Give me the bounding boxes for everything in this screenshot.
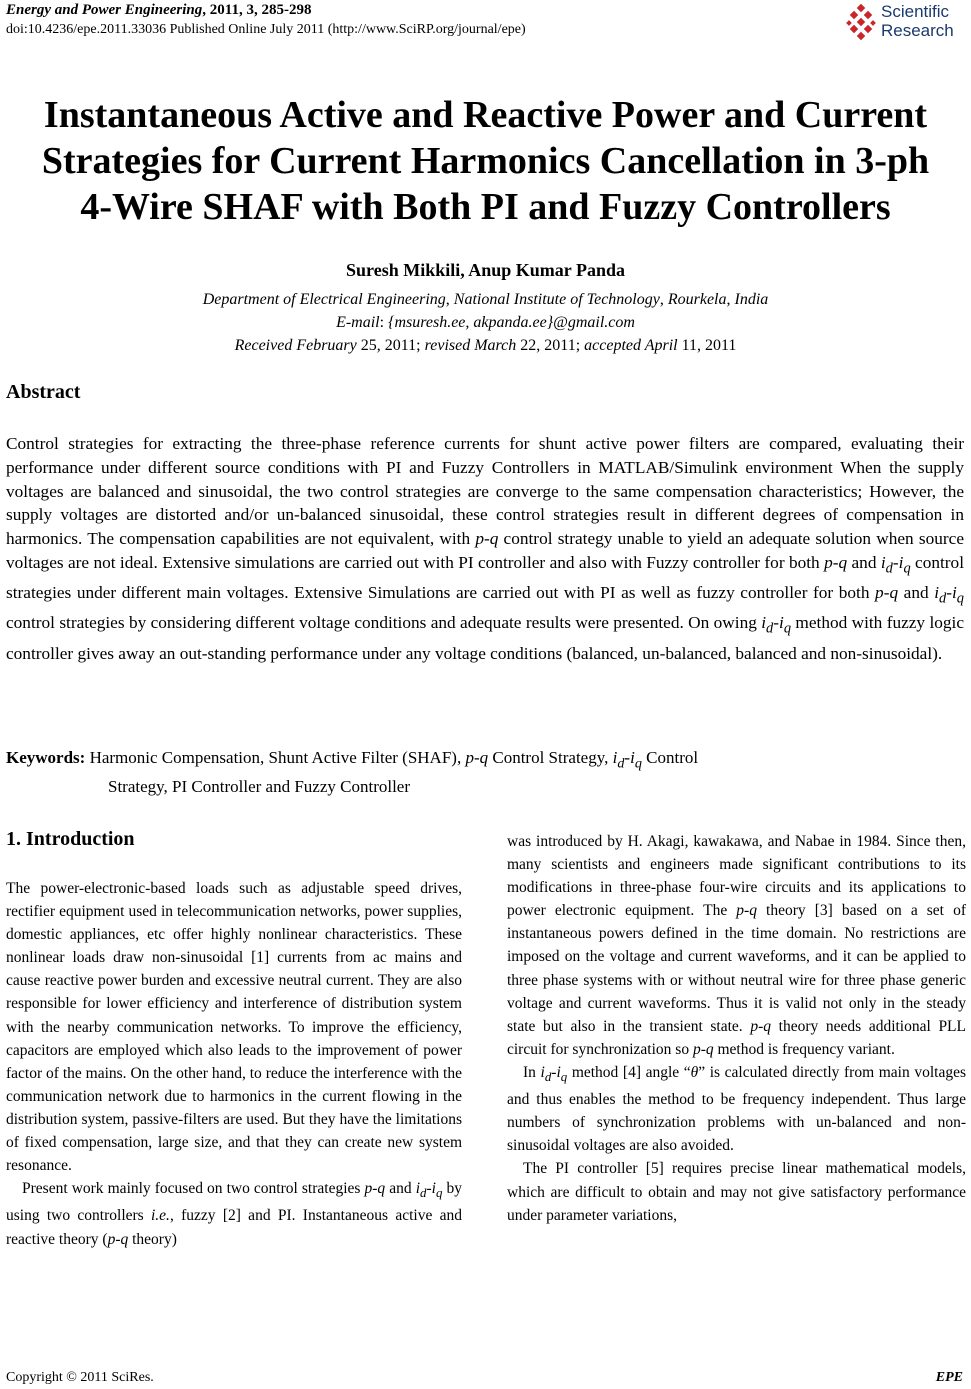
paper-title [0, 92, 971, 230]
country: India [734, 291, 769, 308]
authors: Suresh Mikkili, Anup Kumar Panda [346, 260, 625, 280]
intro-left-column [6, 877, 462, 1251]
email-label: E-mail [336, 314, 380, 331]
institute: National Institute of Technology [453, 291, 660, 308]
received-label: Received February [234, 337, 357, 354]
intro-paragraph-3: was introduced by H. Akagi, kawakawa, and Nabae in 1984. Since then, many scientists and engineers made significant contributions to its modifications in three-phase four-wire circuits and its applications to power electronic equipment. The p-q theory [3] based on a set of instantaneous powers defined in the time domain. No restrictions are imposed on the voltage and current waveforms, and it can be applied to three phase systems with or without neutral wire for three phase generic voltage and current waveforms. Thus it is valid not only in the steady state but also in the transient state. p-q theory needs additional PLL circuit for synchronization so p-q method is frequency variant. [507, 833, 966, 1058]
logo-line-2: Research [881, 21, 954, 40]
title-line-2: Strategies for Current Harmonics Cancellation in 3-ph [41, 140, 930, 182]
intro-right-column [507, 830, 966, 1227]
intro-paragraph-1: The power-electronic-based loads such as adjustable speed drives, rectifier equipment used in telecommunication networks, power supplies, domestic appliances, etc offer highly nonlinear characteristics. These nonlinear loads draw non-sinusoidal [1] currents from ac mains and cause reactive power burden and excessive neutral current. They are also responsible for lower efficiency and interference of distribution system with the nearby communication networks. To improve the efficiency, capacitors are employed which also leads to the improvement of power factor of the mains. On the other hand, to reduce the interference with the communication network due to harmonics in the current flowing in the distribution system, passive-filters are used. But they have the limitations of fixed compensation, large size, and that they can create new system resonance. [6, 880, 462, 1175]
title-line-3: 4-Wire SHAF with Both PI and Fuzzy Controllers [80, 186, 891, 228]
logo-line-1: Scientific [881, 2, 950, 21]
accepted-label: accepted April [584, 337, 678, 354]
journal-name: Energy and Power Engineering [6, 2, 203, 18]
affiliation-block [0, 288, 971, 357]
revised-date: 22, 2011; [516, 337, 585, 354]
journal-volume: , 2011, 3, 285-298 [202, 2, 312, 18]
dept: Department of Electrical Engineering [202, 291, 446, 308]
email-value: {msuresh.ee, akpanda.ee}@gmail.com [388, 314, 635, 331]
journal-abbreviation: EPE [935, 1370, 963, 1385]
title-line-1: Instantaneous Active and Reactive Power and Current [43, 94, 928, 136]
keywords [6, 746, 698, 798]
publisher-logo [845, 2, 963, 46]
keywords-line-1: Keywords: Harmonic Compensation, Shunt Active Filter (SHAF), p-q Control Strategy, $i_d-i_q$ Control [6, 748, 699, 772]
intro-paragraph-5: The PI controller [5] requires precise linear mathematical models, which are difficult to obtain and may not give satisfactory performance under parameter variations, [507, 1160, 966, 1224]
intro-paragraph-4: In $i_d-i_q$ method [4] angle “θ” is calculated directly from main voltages and thus enables the method to be frequency independent. Thus large numbers of synchronization problems with un-balanced and non-sinusoidal voltages are also avoided. [507, 1063, 966, 1155]
keywords-label: Keywords: [6, 748, 86, 767]
city: Rourkela [667, 291, 727, 308]
intro-heading: 1. Introduction [6, 828, 135, 850]
logo-text [881, 2, 954, 40]
email-line: E-mail: {msuresh.ee, akpanda.ee}@gmail.com [336, 314, 635, 331]
accepted-date: 11, 2011 [677, 337, 737, 354]
copyright: Copyright © 2011 SciRes. [6, 1370, 154, 1385]
doi-line: doi:10.4236/epe.2011.33036 Published Online July 2011 (http://www.SciRP.org/journal/epe) [6, 22, 526, 37]
received-date: 25, 2011; [356, 337, 425, 354]
journal-header [6, 2, 311, 19]
revised-label: revised March [424, 337, 517, 354]
abstract-heading: Abstract [6, 381, 81, 403]
keywords-line-2: Strategy, PI Controller and Fuzzy Controller [108, 777, 411, 797]
abstract-body: Control strategies for extracting the three-phase reference currents for shunt active power filters are compared, evaluating their performance under different source conditions with PI and Fuzzy Controllers in MATLAB/Simulink environment When the supply voltages are balanced and sinusoidal, the two control strategies are converge to the same compensation characteristics; However, the supply voltages are distorted and/or un-balanced sinusoidal, these control strategies result in different degrees of compensation in harmonics. The compensation capabilities are not equivalent, with p-q control strategy unable to yield an adequate solution when source voltages are not ideal. Extensive simulations are carried out with PI controller and also with Fuzzy controller for both p-q and $i_d-i_q$ control strategies under different main voltages. Extensive Simulations are carried out with PI as well as fuzzy controller for both p-q and $i_d-i_q$ control strategies by considering different voltage conditions and adequate results were presented. On owing $i_d-i_q$ method with fuzzy logic controller gives away an out-standing performance under any voltage conditions (balanced, un-balanced, balanced and non-sinusoidal). [6, 434, 964, 663]
dates-line [0, 334, 971, 357]
intro-paragraph-2: Present work mainly focused on two control strategies p-q and $i_d-i_q$ by using two controllers i.e., fuzzy [2] and PI. Instantaneous active and reactive theory (p-q theory) [6, 1180, 462, 1248]
affiliation: Department of Electrical Engineering, National Institute of Technology, Rourkela, India [202, 291, 769, 308]
scirp-dots-icon [845, 4, 877, 42]
